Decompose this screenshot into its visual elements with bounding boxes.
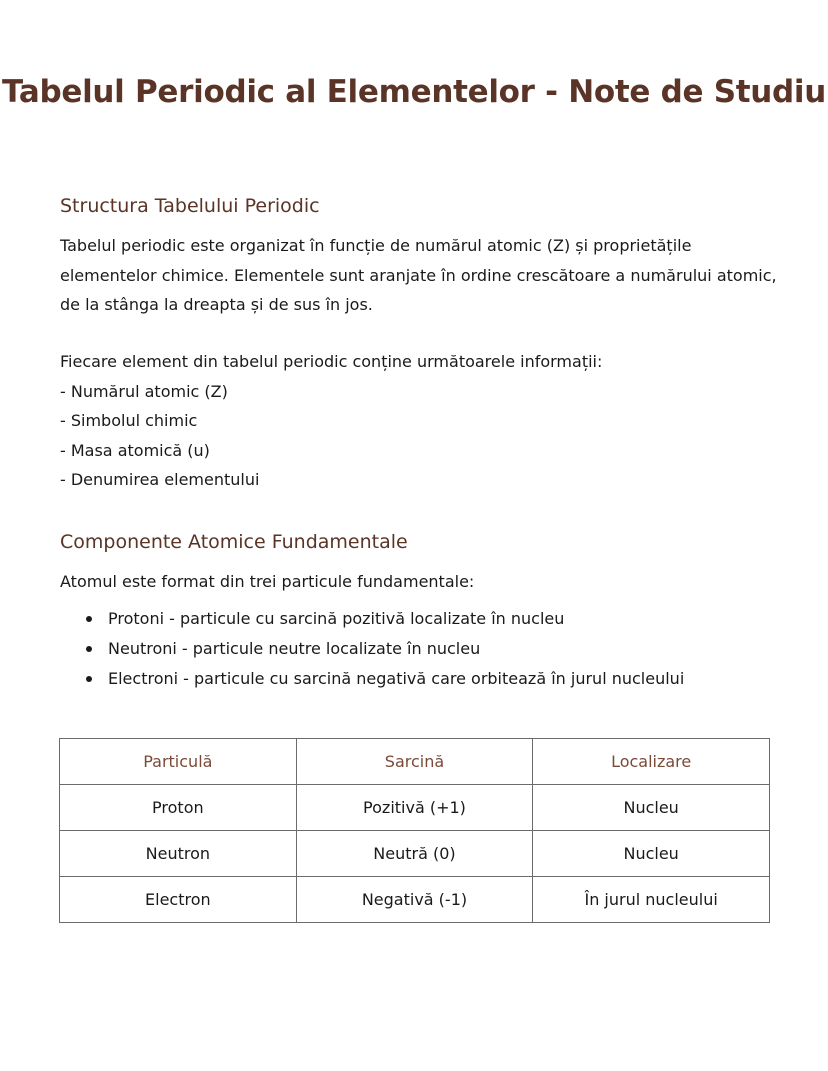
list-item-text: Protoni - particule cu sarcină pozitivă localizate în nucleu <box>108 609 565 628</box>
bullet-icon <box>86 616 92 622</box>
list-item-protons <box>60 604 684 634</box>
element-info-block <box>60 347 780 495</box>
particles-table <box>59 738 770 923</box>
paragraph-line: elementelor chimice. Elementele sunt aranjate în ordine crescătoare a numărului atomic, <box>60 265 777 285</box>
particle-bullet-list <box>60 604 684 694</box>
table-row <box>60 877 770 923</box>
info-intro: Fiecare element din tabelul periodic conține următoarele informații: <box>60 352 603 371</box>
table-header-row <box>60 739 770 785</box>
table-cell: Negativă (-1) <box>296 877 533 923</box>
paragraph-line: Tabelul periodic este organizat în funcție de numărul atomic (Z) și proprietățile <box>60 236 692 255</box>
column-header-location: Localizare <box>533 739 770 785</box>
column-header-particle: Particulă <box>60 739 297 785</box>
structure-paragraph <box>60 231 780 320</box>
paragraph-line: de la stânga la dreapta și de sus în jos. <box>60 295 373 314</box>
table-cell: Neutron <box>60 831 297 877</box>
section-heading-structure: Structura Tabelului Periodic <box>60 195 320 217</box>
list-item-text: Electroni - particule cu sarcină negativă care orbitează în jurul nucleului <box>108 669 685 688</box>
table-row <box>60 831 770 877</box>
info-item-symbol: - Simbolul chimic <box>60 411 198 430</box>
info-item-name: - Denumirea elementului <box>60 470 260 489</box>
table-cell: Electron <box>60 877 297 923</box>
table-cell: Nucleu <box>533 831 770 877</box>
list-item-text: Neutroni - particule neutre localizate în nucleu <box>108 639 481 658</box>
table-row <box>60 785 770 831</box>
table-cell: Proton <box>60 785 297 831</box>
page-title: Tabelul Periodic al Elementelor - Note de Studiu <box>2 74 826 110</box>
list-item-electrons <box>60 664 684 694</box>
bullet-icon <box>86 646 92 652</box>
section-heading-components: Componente Atomice Fundamentale <box>60 531 408 553</box>
components-intro-text: Atomul este format din trei particule fundamentale: <box>60 572 475 591</box>
components-intro <box>60 567 780 597</box>
table-cell: În jurul nucleului <box>533 877 770 923</box>
list-item-neutrons <box>60 634 684 664</box>
table-cell: Neutră (0) <box>296 831 533 877</box>
table-cell: Pozitivă (+1) <box>296 785 533 831</box>
info-item-atomic-mass: - Masa atomică (u) <box>60 440 210 460</box>
info-item-atomic-number: - Numărul atomic (Z) <box>60 381 228 401</box>
table-cell: Nucleu <box>533 785 770 831</box>
column-header-charge: Sarcină <box>296 739 533 785</box>
bullet-icon <box>86 676 92 682</box>
